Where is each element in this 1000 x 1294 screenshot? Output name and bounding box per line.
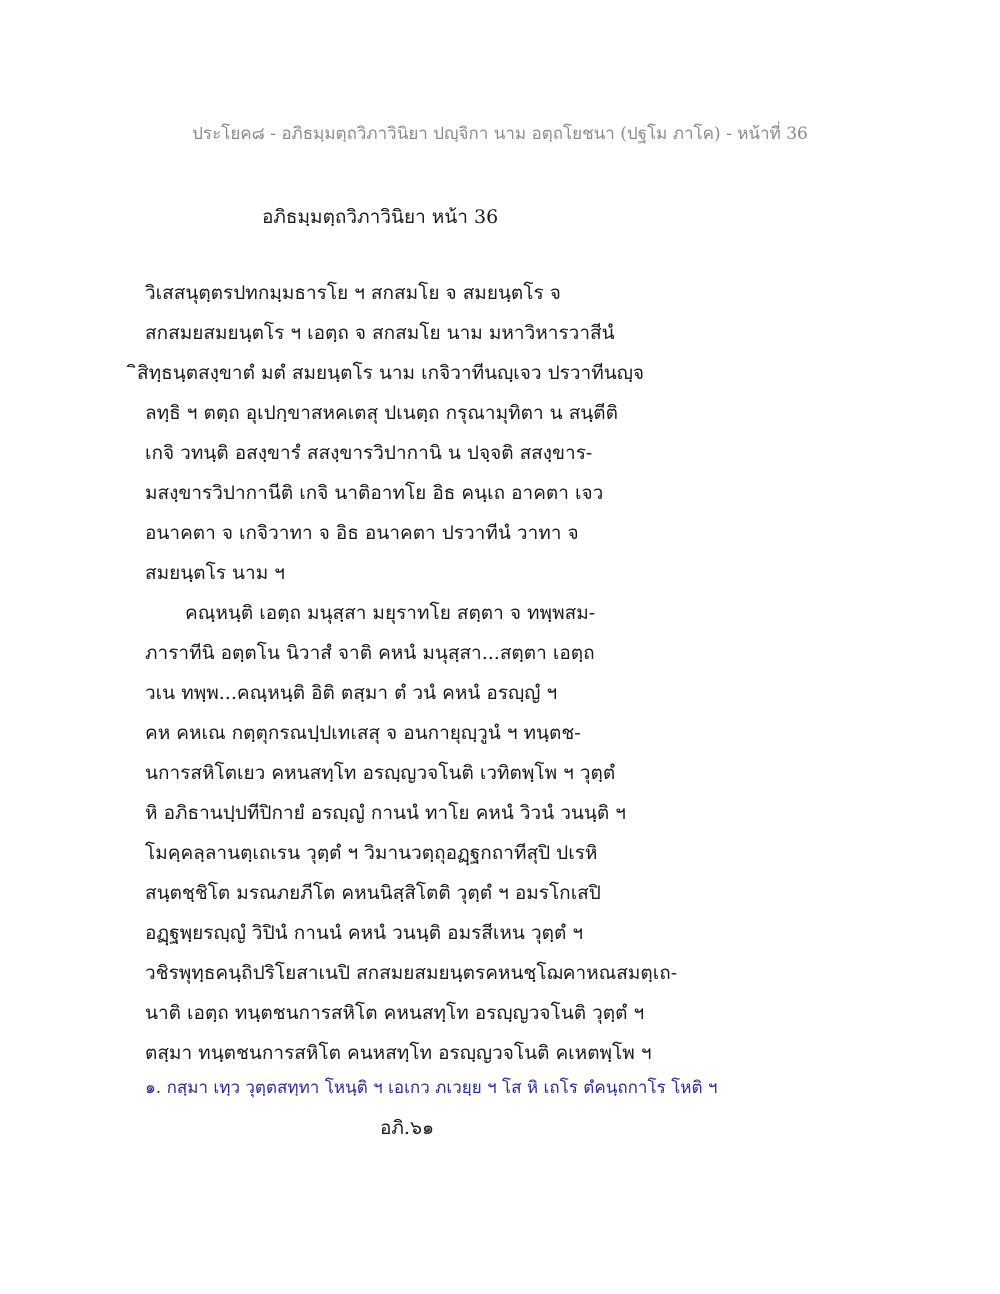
text-line: คห คหเณ กตฺตุกรณปฺปเทเสสุ จ อนกายุญฺวูนํ ฯ ทนฺตช-	[145, 722, 581, 744]
text-line: หิ อภิธานปฺปทีปิกายํ อรญฺญํ กานนํ ทาโย คหนํ วิวนํ วนนฺติ ฯ	[145, 802, 626, 824]
text-line: นการสหิโตเยว คหนสทฺโท อรญฺญวจโนติ เวทิตพฺโพ ฯ วุตฺตํ	[145, 762, 616, 784]
text-line: สมยนฺตโร นาม ฯ	[145, 562, 285, 584]
footnote: ๑. กสฺมา เทฺว วุตฺตสทฺทา โหนฺติ ฯ เอเกว ภเวยฺย ฯ โส หิ เถโร ตํคนฺถกาโร โหติ ฯ	[145, 1078, 718, 1098]
page-reference: อภิ.๖๑	[380, 1117, 435, 1139]
text-line: สนฺตชฺชิโต มรณภยภีโต คหนนิสฺสิโตติ วุตฺตํ ฯ อมรโกเสปิ	[145, 882, 601, 904]
text-line: อฏฺฐพฺยรญฺญํ วิปินํ กานนํ คหนํ วนนฺติ อมรสีเหน วุตฺตํ ฯ	[145, 922, 584, 944]
page-header: ประโยค๘ - อภิธมฺมตฺถวิภาวินิยา ปญฺจิกา นาม อตฺถโยชนา (ปฐโม ภาโค) - หน้าที่ 36	[192, 124, 808, 144]
text-line: สกสมยสมยนฺตโร ฯ เอตฺถ จ สกสมโย นาม มหาวิหารวาสีนํ	[145, 322, 615, 344]
document-title: อภิธมฺมตฺถวิภาวินิยา หน้า 36	[262, 206, 499, 228]
text-line: อนาคตา จ เกจิวาทา จ อิธ อนาคตา ปรวาทีนํ วาทา จ	[145, 522, 579, 544]
text-line: มสงฺขารวิปากานีติ เกจิ นาติอาทโย อิธ คนฺเถ อาคตา เจว	[145, 482, 604, 504]
text-line: ภาราทีนิ อตฺตโน นิวาสํ จาติ คหนํ มนุสฺสา...สตฺตา เอตฺถ	[145, 642, 595, 664]
text-line: โมคฺคลฺลานตฺเถเรน วุตฺตํ ฯ วิมานวตฺถุอฏฺฐกถาทีสุปิ ปเรหิ	[145, 842, 598, 864]
text-line: เกจิ วทนฺติ อสงฺขารํ สสงฺขารวิปากานิ น ปจฺจติ สสงฺขาร-	[145, 442, 593, 464]
text-line: นาติ เอตฺถ ทนฺตชนการสหิโต คหนสทฺโท อรญฺญวจโนติ วุตฺตํ ฯ	[145, 1002, 645, 1024]
text-line: วเน ทพฺพ...คณฺหนฺติ อิติ ตสฺมา ตํ วนํ คหนํ อรญฺญํ ฯ	[145, 682, 558, 704]
text-line: ลทฺธิ ฯ ตตฺถ อุเปกฺขาสหคเตสุ ปเนตฺถ กรุณามุทิตา น สนฺตีติ	[145, 402, 618, 424]
text-line: วิเสสนุตฺตรปทกมฺมธารโย ฯ สกสมโย จ สมยนฺตโร จ	[145, 282, 561, 304]
text-line: วชิรพุทฺธคนฺถิปริโยสาเนปิ สกสมยสมยนฺตรคหนชฺโฌคาหณสมตฺเถ-	[145, 962, 678, 984]
body-text	[137, 280, 865, 1080]
paragraph-start-line: คณฺหนฺติ เอตฺถ มนุสฺสา มยุราทโย สตฺตา จ ทพฺพสม-	[185, 602, 596, 624]
text-line: ิสิทฺธนฺตสงฺขาตํ มตํ สมยนฺตโร นาม เกจิวาทีนญฺเจว ปรวาทีนญฺจ	[137, 362, 645, 384]
text-line: ตสฺมา ทนฺตชนการสหิโต คนหสทฺโท อรญฺญวจโนติ คเหตพฺโพ ฯ	[145, 1042, 652, 1064]
